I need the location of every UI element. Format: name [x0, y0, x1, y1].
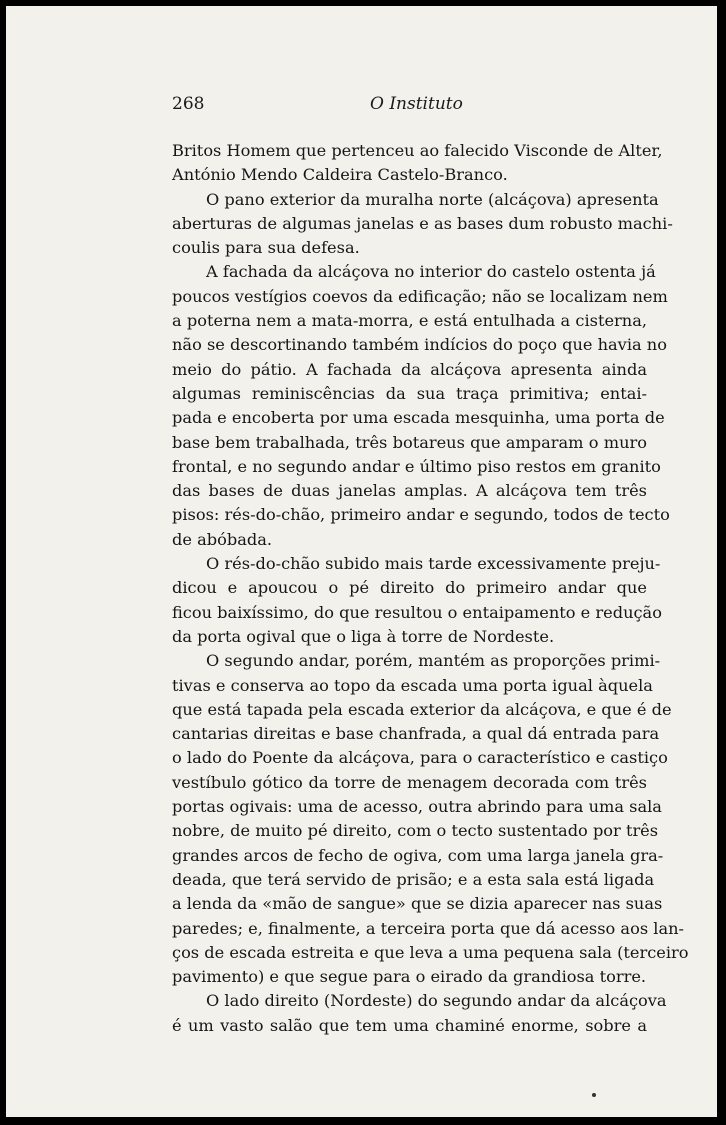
book-page — [6, 6, 717, 1117]
paragraph — [172, 260, 670, 552]
running-title: O Instituto — [370, 94, 463, 114]
paragraph — [172, 188, 673, 261]
text-line: Britos Homem que pertenceu ao falecido Visconde de Alter, — [172, 141, 663, 160]
text-line: ficou baixíssimo, do que resultou o entaipamento e redução — [172, 602, 662, 622]
text-line: ços de escada estreita e que leva a uma pequena sala (terceiro — [172, 942, 689, 962]
text-line: António Mendo Caldeira Castelo-Branco. — [172, 165, 508, 185]
text-line: base bem trabalhada, três botareus que amparam o muro — [172, 432, 647, 452]
text-line: O lado direito (Nordeste) do segundo andar da alcáçova — [206, 991, 667, 1011]
text-line: algumas reminiscências da sua traça primitiva; entai- — [172, 383, 647, 403]
text-line: é um vasto salão que tem uma chaminé enorme, sobre a — [172, 1015, 647, 1035]
text-line: poucos vestígios coevos da edificação; não se localizam nem — [172, 286, 668, 306]
text-line: pavimento) e que segue para o eirado da grandiosa torre. — [172, 967, 647, 987]
text-line: que está tapada pela escada exterior da alcáçova, e que é de — [172, 699, 672, 719]
text-line: frontal, e no segundo andar e último piso restos em granito — [172, 456, 661, 476]
text-line: da porta ogival que o liga à torre de Nordeste. — [172, 626, 555, 646]
page-header — [172, 94, 647, 118]
text-line: O rés-do-chão subido mais tarde excessivamente preju- — [206, 554, 661, 574]
text-line: vestíbulo gótico da torre de menagem decorada com três — [172, 772, 647, 792]
paragraph — [172, 139, 663, 188]
text-line: A fachada da alcáçova no interior do castelo ostenta já — [206, 262, 656, 282]
text-line: meio do pátio. A fachada da alcáçova apresenta ainda — [172, 359, 647, 379]
text-line: grandes arcos de fecho de ogiva, com uma larga janela gra- — [172, 845, 664, 865]
text-line: cantarias direitas e base chanfrada, a qual dá entrada para — [172, 724, 660, 744]
text-line: deada, que terá servido de prisão; e a esta sala está ligada — [172, 869, 655, 889]
text-line: O segundo andar, porém, mantém as proporções primi- — [206, 651, 661, 671]
paragraph — [172, 552, 662, 649]
text-line: o lado do Poente da alcáçova, para o característico e castiço — [172, 748, 668, 768]
text-line: coulis para sua defesa. — [172, 238, 360, 258]
text-line: não se descortinando também indícios do poço que havia no — [172, 335, 667, 355]
body-text — [172, 139, 689, 1038]
text-line: de abóbada. — [172, 529, 273, 549]
text-line: tivas e conserva ao topo da escada uma porta igual àquela — [172, 675, 653, 695]
paragraph — [172, 649, 689, 989]
text-line: O pano exterior da muralha norte (alcáçova) apresenta — [206, 189, 659, 209]
text-line: a poterna nem a mata-morra, e está entulhada a cisterna, — [172, 311, 647, 331]
paragraph — [172, 989, 667, 1038]
text-line: pisos: rés-do-chão, primeiro andar e segundo, todos de tecto — [172, 505, 670, 525]
text-line: das bases de duas janelas amplas. A alcáçova tem três — [172, 481, 647, 501]
text-line: dicou e apoucou o pé direito do primeiro andar que — [172, 578, 647, 598]
text-line: a lenda da «mão de sangue» que se dizia aparecer nas suas — [172, 894, 663, 914]
page-number: 268 — [172, 94, 205, 114]
text-line: aberturas de algumas janelas e as bases dum robusto machi- — [172, 213, 673, 233]
print-speck — [592, 1093, 596, 1097]
text-line: paredes; e, finalmente, a terceira porta que dá acesso aos lan- — [172, 918, 685, 938]
text-line: pada e encoberta por uma escada mesquinha, uma porta de — [172, 408, 665, 428]
text-line: portas ogivais: uma de acesso, outra abrindo para uma sala — [172, 797, 662, 817]
text-line: nobre, de muito pé direito, com o tecto sustentado por três — [172, 821, 659, 841]
